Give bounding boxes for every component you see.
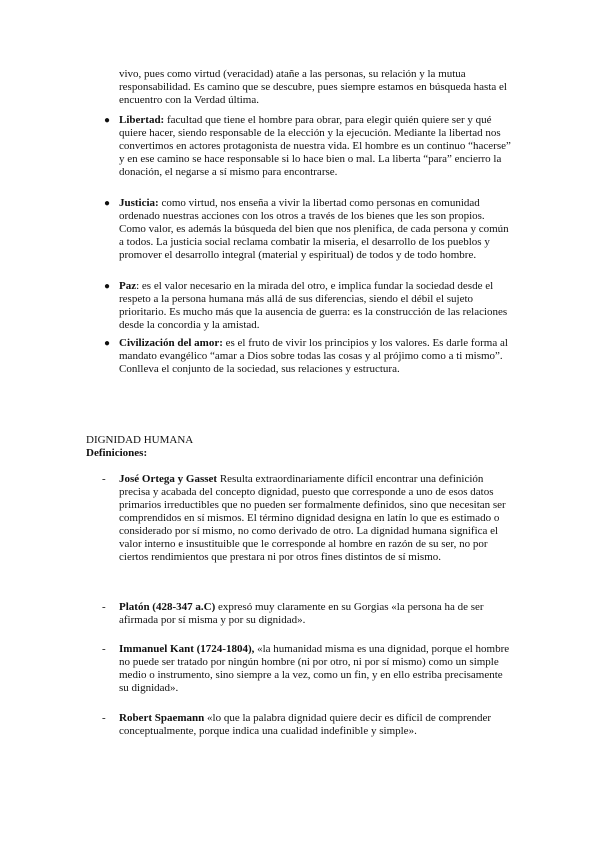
dash-kant: - xyxy=(102,643,106,655)
bullet-libertad: ● xyxy=(104,115,111,126)
definition-text: Resulta extraordinariamente difícil encontrar una definición precisa y acabada del concepto dignidad, puesto que corresponde a uno de esos datos primarios irreductibles que no pueden ser formalmente definidos, sino que necesitan ser comprendidos en sí mismos. El término dignidad designa en latín lo que es estimado o considerado por sí mismo, no como derivado de otro. La dignidad humana significa el valor interno e insustituible que le corresponde al hombre en razón de su ser, no por ciertos rendimientos que prestara ni por otros fines distintos de sí mismo. xyxy=(119,473,506,563)
bullet-justicia: ● xyxy=(104,198,111,209)
definition-author: José Ortega y Gasset xyxy=(119,473,218,485)
value-item-paz xyxy=(119,280,514,332)
value-item-libertad xyxy=(119,114,514,179)
section-subtitle: Definiciones: xyxy=(86,447,148,459)
value-term: Civilización del amor: xyxy=(119,337,223,349)
definition-text: «lo que la palabra dignidad quiere decir es difícil de comprender conceptualmente, porque indica una cualidad indefinible y simple». xyxy=(119,712,492,737)
value-text: como virtud, nos enseña a vivir la libertad como personas en comunidad ordenado nuestras acciones con los otros a través de los bienes que les son propios. Como valor, es además la búsqueda del bien que nos plenifica, de cada persona y común a todos. La justicia social reclama combatir la miseria, el desarrollo de los pueblos y promover el desarrollo integral (material y espiritual) de todos y de todo hombre. xyxy=(119,197,509,261)
definition-ortega xyxy=(119,473,514,564)
dash-ortega: - xyxy=(102,473,106,485)
definition-kant xyxy=(119,643,514,695)
value-term: Libertad: xyxy=(119,114,165,126)
definition-spaemann xyxy=(119,712,514,738)
definition-author: Immanuel Kant (1724-1804), xyxy=(119,643,255,655)
value-text: facultad que tiene el hombre para obrar, para elegir quién quiere ser y qué quiere hacer, siendo responsable de la elección y la ejecución. Mediante la libertad nos convertimos en actores protagonista de nuestra vida. El hombre es un continuo “hacerse” y en ese camino se hace responsable si lo hace bien o mal. La liberta “para” encierro la donación, el negarse a sí mismo para encontrarse. xyxy=(119,114,511,178)
definition-author: Robert Spaemann xyxy=(119,712,205,724)
intro-continuation: vivo, pues como virtud (veracidad) atañe a las personas, su relación y la mutua responsabilidad. Es camino que se descubre, pues siempre estamos en búsqueda hasta el encuentro con la Verdad última. xyxy=(119,68,507,106)
value-term: Paz xyxy=(119,280,137,292)
value-text: es el fruto de vivir los principios y los valores. Es darle forma al mandato evangélico “amar a Dios sobre todas las cosas y al prójimo como a ti mismo”. Conlleva el conjunto de la sociedad, sus relaciones y estructura. xyxy=(119,337,508,375)
definition-platon xyxy=(119,601,514,627)
dash-platon: - xyxy=(102,601,106,613)
value-item-civilizacion xyxy=(119,337,514,376)
value-item-justicia xyxy=(119,197,514,262)
definition-text: «la humanidad misma es una dignidad, porque el hombre no puede ser tratado por ningún hombre (ni por otro, ni por sí mismo) como un simple medio o instrumento, sino siempre a la vez, como un fin, y en ello estriba precisamente su dignidad». xyxy=(119,643,510,694)
section-title: DIGNIDAD HUMANA xyxy=(86,434,194,446)
value-term: Justicia: xyxy=(119,197,159,209)
bullet-civilizacion: ● xyxy=(104,338,111,349)
dash-spaemann: - xyxy=(102,712,106,724)
definition-author: Platón (428-347 a.C) xyxy=(119,601,216,613)
value-text: : es el valor necesario en la mirada del otro, e implica fundar la sociedad desde el respeto a la persona humana más allá de sus diferencias, siendo el débil el sujeto prioritario. Es mucho más que la ausencia de guerra: es la construcción de las relaciones desde la concordia y la amistad. xyxy=(119,280,508,331)
bullet-paz: ● xyxy=(104,281,111,292)
definition-text: expresó muy claramente en su Gorgias «la persona ha de ser afirmada por sí misma y por su dignidad». xyxy=(119,601,484,626)
